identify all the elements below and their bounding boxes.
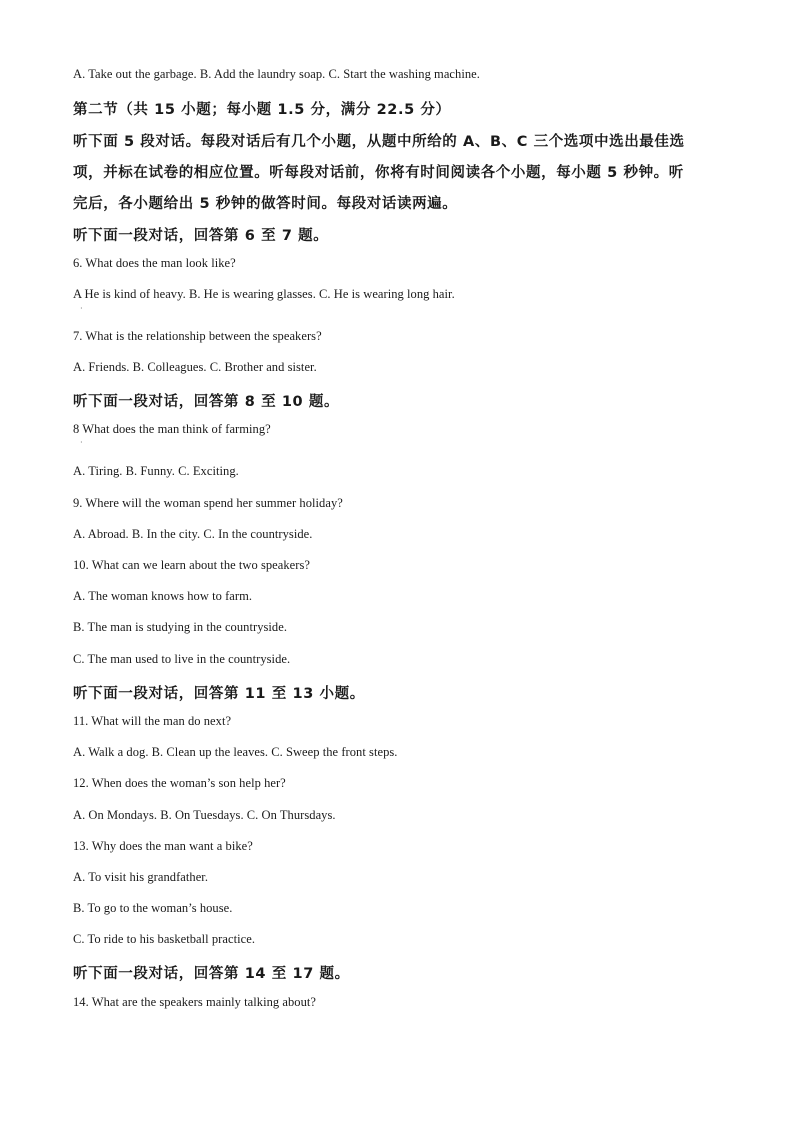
dialogue-heading-14-17: 听下面一段对话，回答第 14 至 17 题。 — [73, 966, 350, 982]
question-7-options: A. Friends. B. Colleagues. C. Brother and sister. — [73, 360, 317, 374]
question-14: 14. What are the speakers mainly talking about? — [73, 995, 317, 1009]
question-10-option-a: A. The woman knows how to farm. — [73, 589, 253, 603]
question-10-option-c: C. The man used to live in the countryside. — [73, 652, 291, 666]
question-9: 9. Where will the woman spend her summer holiday? — [73, 496, 343, 510]
instructions-line-2: 项，并标在试卷的相应位置。听每段对话前，你将有时间阅读各个小题，每小题 5 秒钟。听 — [73, 165, 684, 181]
question-10: 10. What can we learn about the two speakers? — [73, 558, 310, 572]
stray-mark: · — [80, 304, 83, 313]
question-13: 13. Why does the man want a bike? — [73, 839, 253, 853]
question-11: 11. What will the man do next? — [73, 714, 232, 728]
question-7: 7. What is the relationship between the speakers? — [73, 329, 322, 343]
q5-options: A. Take out the garbage. B. Add the laundry soap. C. Start the washing machine. — [73, 67, 480, 81]
question-13-option-b: B. To go to the woman’s house. — [73, 901, 233, 915]
instructions-line-3: 完后，各小题给出 5 秒钟的做答时间。每段对话读两遍。 — [73, 196, 458, 212]
stray-mark: · — [80, 438, 83, 447]
dialogue-heading-11-13: 听下面一段对话，回答第 11 至 13 小题。 — [73, 686, 365, 702]
question-12-options: A. On Mondays. B. On Tuesdays. C. On Thursdays. — [73, 808, 336, 822]
section-heading: 第二节（共 15 小题；每小题 1.5 分，满分 22.5 分） — [73, 102, 451, 118]
dialogue-heading-6-7: 听下面一段对话，回答第 6 至 7 题。 — [73, 228, 329, 244]
question-6: 6. What does the man look like? — [73, 256, 236, 270]
instructions-line-1: 听下面 5 段对话。每段对话后有几个小题，从题中所给的 A、B、C 三个选项中选出最佳选 — [73, 134, 685, 150]
question-8-options: A. Tiring. B. Funny. C. Exciting. — [73, 464, 239, 478]
question-12: 12. When does the woman’s son help her? — [73, 776, 286, 790]
question-8: 8 What does the man think of farming? — [73, 422, 271, 436]
question-13-option-a: A. To visit his grandfather. — [73, 870, 208, 884]
dialogue-heading-8-10: 听下面一段对话，回答第 8 至 10 题。 — [73, 394, 340, 410]
question-11-options: A. Walk a dog. B. Clean up the leaves. C. Sweep the front steps. — [73, 745, 398, 759]
question-6-options: A He is kind of heavy. B. He is wearing glasses. C. He is wearing long hair. — [73, 287, 455, 301]
question-13-option-c: C. To ride to his basketball practice. — [73, 932, 255, 946]
question-9-options: A. Abroad. B. In the city. C. In the countryside. — [73, 527, 313, 541]
question-10-option-b: B. The man is studying in the countryside. — [73, 620, 288, 634]
